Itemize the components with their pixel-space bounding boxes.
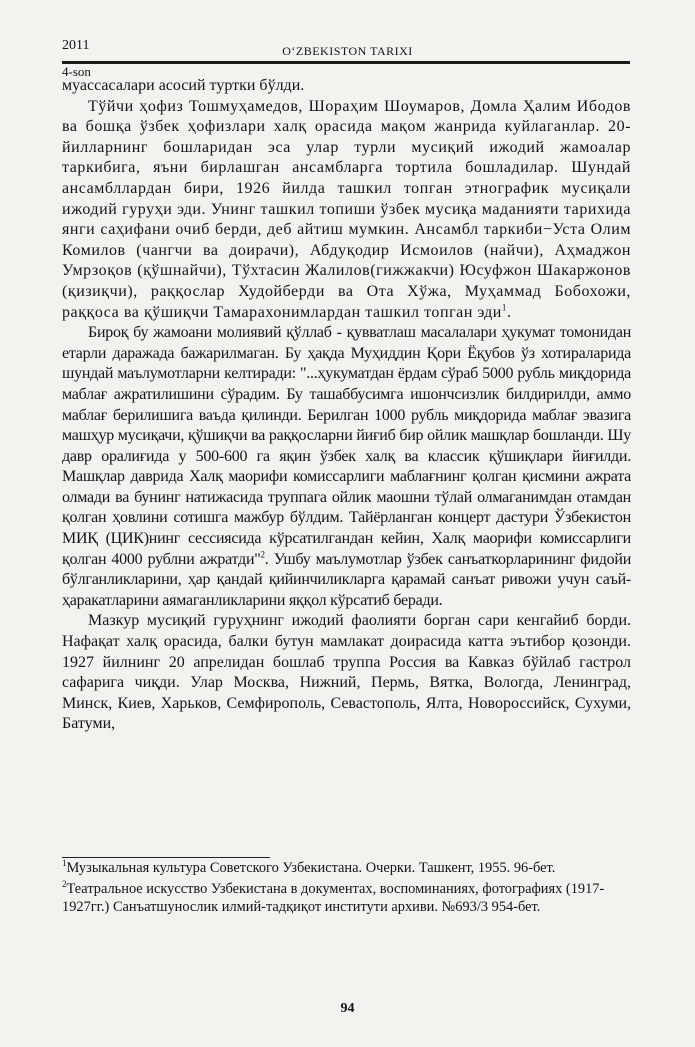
header-year: 2011 [62,38,90,53]
footnote-mark: 1 [62,858,67,869]
footnote-ref-2: 2 [260,549,265,560]
header-rule [62,61,630,64]
paragraph-funding [62,323,631,611]
paragraph-tour: Мазкур мусиқий гуруҳнинг ижодий фаолияти борган сари кенгайиб борди. Нафақат халқ орасида, балки бутун мамлакат доирасида катта эътибор қозонди. 1927 йилнинг 20 апрелидан бошлаб труппа Россия ва Кавказ бўйлаб гастрол сафарига чиқди. Улар Москва, Нижний, Пермь, Вятка, Вологда, Ленинград, Минск, Киев, Харьков, Семфирополь, Севастополь, Ялта, Новороссийск, Сухуми, Батуми, [62,612,631,733]
footnote-text: Музыкальная культура Советского Узбекистана. Очерки. Ташкент, 1955. 96-бет. [66,860,556,876]
footnote-mark: 2 [62,879,67,889]
paragraph-text-end: . Ушбу маълумотлар ўзбек санъаткорларининг фидойи бўлганликларини, ҳар қандай қийинчиликларга қарамай санъат ривожи учун саъй-ҳаракатларини аямаганликларини яққол кўрсатиб беради. [62,550,632,609]
footnotes [62,860,631,919]
footnote-ref-1: 1 [501,302,507,313]
paragraph-text: Тўйчи ҳофиз Тошмуҳамедов, Шораҳим Шоумаров, Домла Ҳалим Ибодов ва бошқа ўзбек ҳофизлари халқ орасида мақом жанрида куйлаганлар. 20-йилларнинг бошларидан эса улар турли мусиқий ижодий жамоалар таркибига, яъни бирлашган ансамбларга тортила бошладилар. Шундай ансамбллардан бири, 1926 йилда ташкил топган этнографик мусиқали ижодий гуруҳи эди. Унинг ташкил топиши ўзбек мусиқа маданияти тарихида янги саҳифани очиб берди, деб айтиш мумкин. Ансамбл таркиби−Уста Олим Комилов (чангчи ва доирачи), Абдуқодир Исмоилов (найчи), Аҳмаджон Умрзоқов (қўшнайчи), Тўхтасин Жалилов(гижжакчи) Юсуфжон Шакаржонов (қизиқчи), раққослар Худойберди ва Ота Хўжа, Муҳаммад Бобохожи, раққоса ва қўшиқчи Тамарахонимлардан ташкил топган эди [62,97,631,321]
article-body [62,76,631,735]
footnote-text: Театральное искусство Узбекистана в документах, воспоминаниях, фотографиях (1917-1927гг.) Санъатшунослик илмий-тадқиқот институти архиви. №693/3 954-бет. [62,880,605,915]
footnote-2 [62,881,631,917]
page-number: 94 [340,1001,355,1016]
footnote-1 [62,860,631,878]
issue-number: 4-son [62,64,91,79]
paragraph-text: Бироқ бу жамоани молиявий қўллаб - қувватлаш масалалари ҳукумат томонидан етарли даражада бажарилмаган. Бу ҳақда Муҳиддин Қори Ёқубов ўз хотираларида шундай маълумотларни келтиради: "...ҳукуматдан ёрдам сўраб 5000 рубль миқдорида маблағ ажратилишини сўрадим. Бу ташаббусимга ишончсизлик билдирилди, аммо маблағ берилишига ваъда қилинди. Берилган 1000 рубль миқдорида маблағ эвазига машҳур мусиқачи, қўшиқчи ва раққосларни йиғиб бир ойлик машқлар бошланди. Шу давр оралиғида у 500-600 га яқин ўзбек халқ ва классик қўшиқлари йиғилди. Машқлар даврида Халқ маорифи комиссарлиги маблағнинг қолган қисмини ажрата олмади ва бунинг натижасида труппага ойлик маошни тўлай олмаганимдан отамдан қолган ҳовлини сотишга мажбур бўлдим. Тайёрланган концерт дастури Ўзбекистон МИҚ (ЦИК)нинг сессиясида кўрсатилгандан кейин, Халқ маорифи комиссарлиги қолган 4000 рублни ажратди" [62,324,631,568]
paragraph-text-end: . [506,303,512,321]
paragraph-ensemble [62,97,631,324]
journal-title: O‘ZBEKISTON TARIXI [282,44,413,58]
footnote-divider [62,857,270,858]
paragraph-continuation: муассасалари асосий туртки бўлди. [62,77,305,94]
